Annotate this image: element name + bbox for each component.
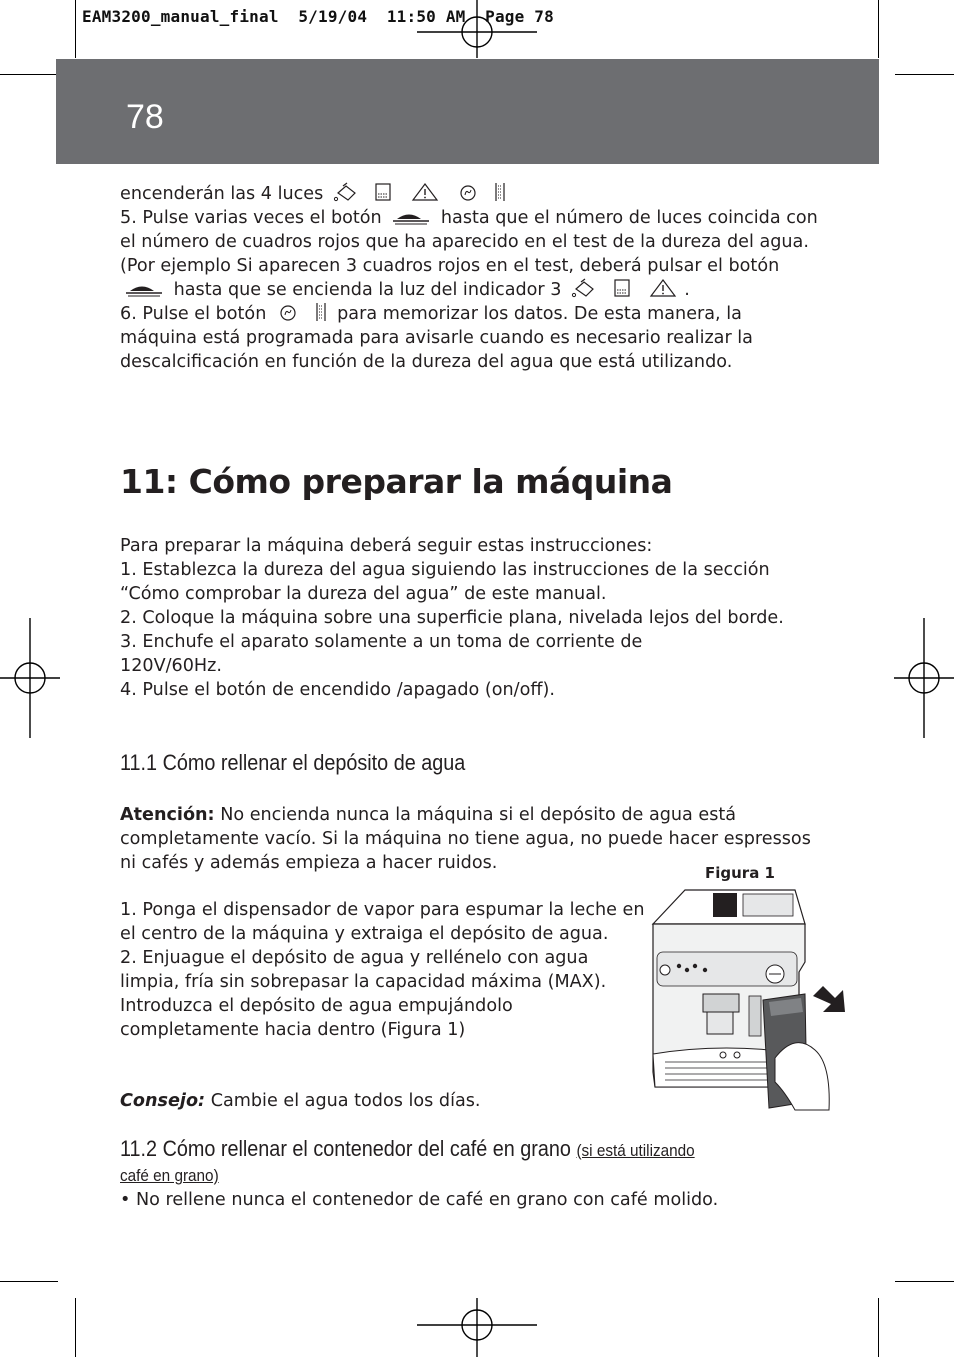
section-11-step-3: 3. Enchufe el aparato solamente a un toma de corriente de 120V/60Hz. (120, 632, 643, 676)
step-6: 6. Pulse el botón para memorizar los datos. De esta manera, la máquina está programada para avisarle cuando es necesario realizar la descalcificación en función de la dureza del agua que está utilizando. (120, 304, 753, 372)
section-11-title: 11: Cómo preparar la máquina (120, 462, 673, 501)
warning-icon (646, 278, 680, 298)
attention-paragraph: Atención: No encienda nunca la máquina si el depósito de agua está completamente vacío. Si la máquina no tiene agua, no puede hacer espressos ni cafés y además empieza a hacer ruidos. (120, 805, 811, 873)
water-tank-icon (372, 182, 394, 202)
crop-mark (0, 74, 58, 75)
section-11-step-4: 4. Pulse el botón de encendido /apagado (on/off). (120, 680, 555, 700)
intro-line-1: encenderán las 4 luces (120, 182, 820, 206)
crop-mark (878, 0, 879, 58)
steam-icon (456, 182, 480, 202)
section-11-2-body (120, 1164, 820, 1212)
crop-mark (0, 1281, 58, 1282)
page-number: 78 (126, 98, 164, 136)
crop-mark (878, 1298, 879, 1357)
section-11-body (120, 534, 820, 702)
warning-icon (408, 182, 442, 202)
section-11-1-steps (120, 898, 645, 1042)
section-11-2-bullet: • No rellene nunca el contenedor de café en grano con café molido. (120, 1190, 719, 1210)
section-11-step-2: 2. Coloque la máquina sobre una superficie plana, nivelada lejos del borde. (120, 608, 784, 628)
descaling-icon (333, 182, 359, 202)
section-11-intro: Para preparar la máquina deberá seguir estas instrucciones: (120, 536, 653, 556)
section-11-step-1: 1. Establezca la dureza del agua siguiendo las instrucciones de la sección “Cómo comprobar la dureza del agua” de este manual. (120, 560, 770, 604)
attention-label: Atención: (120, 805, 215, 825)
hot-water-button-icon (391, 208, 431, 226)
tip-paragraph: Consejo: Cambie el agua todos los días. (120, 1091, 481, 1111)
water-tank-icon (611, 278, 633, 298)
steam-icon (276, 302, 300, 322)
intro-continuation (120, 182, 820, 374)
section-11-1-step-1: 1. Ponga el dispensador de vapor para espumar la leche en el centro de la máquina y extraiga el depósito de agua. (120, 900, 645, 944)
registration-mark-right (894, 618, 954, 738)
figure-1-espresso-machine (645, 882, 850, 1114)
figure-1-label: Figura 1 (705, 864, 775, 882)
section-11-2-note-cont: café en grano) (120, 1166, 219, 1185)
print-slug: EAM3200_manual_final 5/19/04 11:50 AM Page 78 (82, 7, 554, 26)
hot-water-button-icon (124, 280, 164, 298)
crop-mark (895, 1281, 954, 1282)
section-11-1-step-2: 2. Enjuague el depósito de agua y rellénelo con agua limpia, fría sin sobrepasar la capacidad máxima (MAX). Introduzca el depósito de agua empujándolo completamente hacia dentro (Figura 1) (120, 948, 607, 1040)
crop-mark (75, 1298, 76, 1357)
registration-mark-left (0, 618, 60, 738)
descaling-icon (571, 278, 597, 298)
section-11-2-title: 11.2 Cómo rellenar el contenedor del café en grano (si está utilizando (120, 1136, 695, 1161)
section-11-2-note: (si está utilizando (576, 1141, 695, 1160)
coffee-grounds-icon (314, 302, 328, 322)
step-5: 5. Pulse varias veces el botón hasta que el número de luces coincida con el número de cuadros rojos que ha aparecido en el test de la dureza del agua. (Por ejemplo Si aparecen 3 cuadros rojos en el test, deberá pulsar el botón hasta que se encienda la luz del indicador 3 . (120, 208, 818, 300)
crop-mark (75, 0, 76, 58)
crop-mark (895, 74, 954, 75)
section-11-1-title: 11.1 Cómo rellenar el depósito de agua (120, 750, 466, 775)
page-header-band (56, 59, 879, 164)
tip-label: Consejo: (120, 1091, 206, 1111)
coffee-grounds-icon (493, 182, 507, 202)
registration-mark-bottom (417, 1298, 537, 1357)
